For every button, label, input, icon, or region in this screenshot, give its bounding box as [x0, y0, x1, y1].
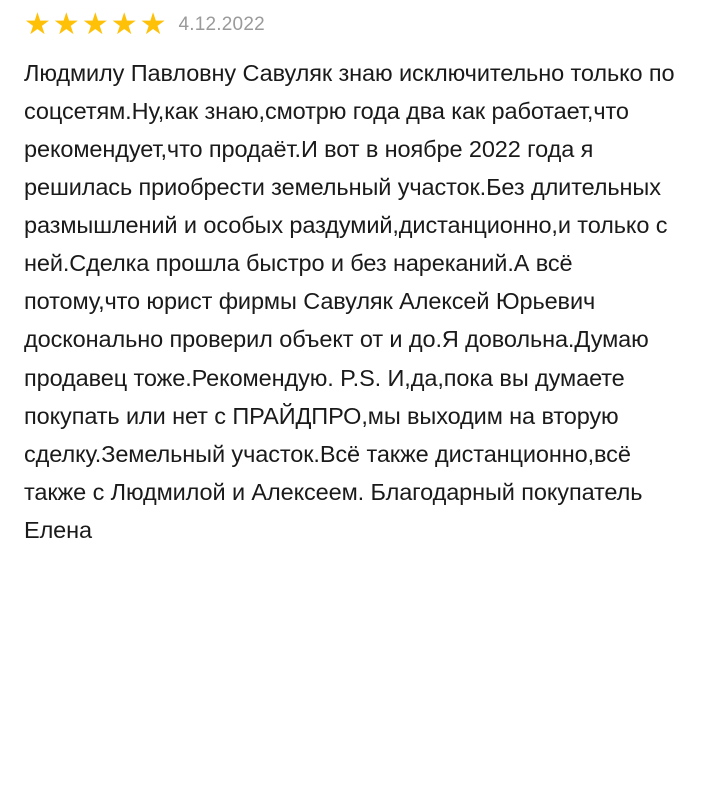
star-icon: ★	[81, 8, 109, 41]
rating-stars	[24, 10, 167, 40]
review-body-text: Людмилу Павловну Савуляк знаю исключительно только по соцсетям.Ну,как знаю,смотрю года два как работает,что рекомендует,что продаёт.И вот в ноябре 2022 года я решилась приобрести земельный участок.Без длительных размышлений и особых раздумий,дистанционно,и только с ней.Сделка прошла быстро и без нареканий.А всё потому,что юрист фирмы Савуляк Алексей Юрьевич досконально проверил объект от и до.Я довольна.Думаю продавец тоже.Рекомендую. P.S. И,да,пока вы думаете покупать или нет с ПРАЙДПРО,мы выходим на вторую сделку.Земельный участок.Всё также дистанционно,всё также с Людмилой и Алексеем. Благодарный покупатель Елена	[24, 60, 681, 543]
review-header	[24, 10, 681, 40]
review-date: 4.12.2022	[178, 14, 265, 35]
star-icon: ★	[139, 8, 167, 41]
star-icon: ★	[110, 8, 138, 41]
star-icon: ★	[52, 8, 80, 41]
star-icon: ★	[24, 8, 51, 41]
